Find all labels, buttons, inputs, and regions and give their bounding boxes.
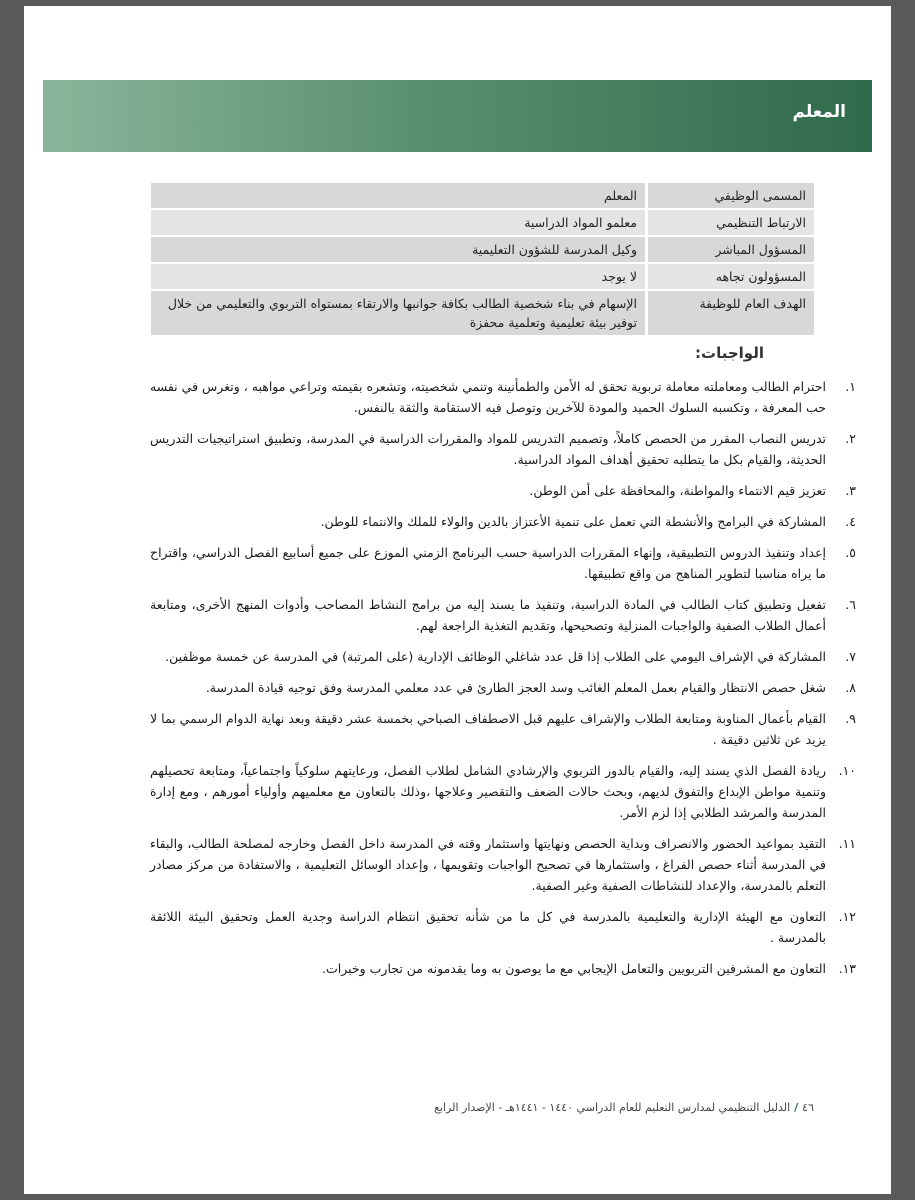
- list-item: [150, 594, 856, 636]
- duty-text: ريادة الفصل الذي يسند إليه، والقيام بالدور التربوي والإرشادي الشامل لطلاب الفصل، ورعايتهم سلوكياً واجتماعياً، ومتابعة تحصيلهم وتنمية مواطن الإبداع والتفوق لديهم، وبحث حالات الضعف والتقصير وعلاجها ،وذلك بالتعاون مع معلميهم وأولياء أمورهم ، ومع إدارة المدرسة والمرشد الطلابي إذا لزم الأمر.: [150, 763, 826, 820]
- duty-text: تدريس النصاب المقرر من الحصص كاملاً، وتصميم التدريس للمواد والمقررات الدراسية في المدرسة، وتطبيق استراتيجيات التدريس الحديثة، والقيام بكل ما يتطلبه تحقيق أهداف المواد الدراسية.: [150, 431, 826, 467]
- page-title: المعلم: [792, 102, 846, 122]
- list-item: [150, 646, 856, 667]
- duty-text: التعاون مع المشرفين التربويين والتعامل الإيجابي مع ما يوصون به وما يقدمونه من تجارب وخبرات.: [322, 961, 826, 976]
- duty-number: ١١.: [838, 836, 856, 851]
- page-number: ٤٦: [802, 1101, 814, 1114]
- duty-number: ٩.: [845, 711, 856, 726]
- duty-number: ٢.: [845, 431, 856, 446]
- duties-heading: الواجبات:: [695, 344, 764, 362]
- duty-number: ٣.: [845, 483, 856, 498]
- footer-text: الدليل التنظيمي لمدارس التعليم للعام الدراسي ١٤٤٠ - ١٤٤١هـ - الإصدار الرابع: [434, 1101, 791, 1114]
- duty-text: التقيد بمواعيد الحضور والانصراف وبداية الحصص ونهايتها واستثمار وقته في المدرسة داخل الفصل وخارجه لمصلحة الطالب، والبقاء في المدرسة أثناء حصص الفراغ ، واستثمارها في تصحيح الواجبات وتقويمها ، وإعداد الوسائل التعليمية ، والاستفادة من مركز مصادر التعلم بالمدرسة، والإعداد للنشاطات الصفية وغير الصفية.: [150, 836, 826, 893]
- document-page: [24, 6, 891, 1194]
- list-item: [150, 958, 856, 979]
- list-item: [150, 906, 856, 948]
- duty-number: ٥.: [845, 545, 856, 560]
- duty-number: ١٣.: [838, 961, 856, 976]
- row-value: معلمو المواد الدراسية: [151, 210, 645, 235]
- table-row: [151, 210, 814, 235]
- list-item: [150, 428, 856, 470]
- row-label: الارتباط التنظيمي: [645, 210, 814, 235]
- row-label: المسمى الوظيفي: [645, 183, 814, 208]
- duty-text: شغل حصص الانتظار والقيام بعمل المعلم الغائب وسد العجز الطارئ في عدد معلمي المدرسة وفق توجيه قيادة المدرسة.: [205, 680, 826, 695]
- duty-text: المشاركة في الإشراف اليومي على الطلاب إذا قل عدد شاغلي الوظائف الإدارية (على المرتبة) في المدرسة عن خمسة موظفين.: [165, 649, 826, 664]
- duty-text: التعاون مع الهيئة الإدارية والتعليمية بالمدرسة في كل ما من شأنه تحقيق انتظام الدراسة وجدية العمل وتحقيق البيئة اللائقة بالمدرسة .: [150, 909, 826, 945]
- header-bar: [43, 80, 872, 152]
- list-item: [150, 511, 856, 532]
- duty-number: ١٠.: [838, 763, 856, 778]
- duty-text: المشاركة في البرامج والأنشطة التي تعمل على تنمية الأعتزاز بالدين والولاء للملك والانتماء للوطن.: [320, 514, 826, 529]
- row-value: الإسهام في بناء شخصية الطالب بكافة جوانبها والارتقاء بمستواه التربوي والتعليمي من خلال توفير بيئة تعليمية وتعلمية محفزة: [151, 291, 645, 335]
- table-row: [151, 237, 814, 262]
- duty-number: ٧.: [845, 649, 856, 664]
- duty-number: ٦.: [845, 597, 856, 612]
- duty-number: ٤.: [845, 514, 856, 529]
- list-item: [150, 760, 856, 823]
- row-value: المعلم: [151, 183, 645, 208]
- duty-number: ١.: [845, 379, 856, 394]
- page-footer: [394, 1101, 814, 1114]
- row-value: وكيل المدرسة للشؤون التعليمية: [151, 237, 645, 262]
- list-item: [150, 376, 856, 418]
- row-label: الهدف العام للوظيفة: [645, 291, 814, 335]
- row-label: المسؤول المباشر: [645, 237, 814, 262]
- duties-list: [150, 376, 856, 989]
- row-value: لا يوجد: [151, 264, 645, 289]
- list-item: [150, 542, 856, 584]
- duty-text: القيام بأعمال المناوبة ومتابعة الطلاب والإشراف عليهم قبل الاصطفاف الصباحي بخمسة عشر دقيقة وبعد نهاية الدوام الرسمي بما لا يزيد عن ثلاثين دقيقة .: [150, 711, 826, 747]
- table-row: [151, 291, 814, 335]
- list-item: [150, 480, 856, 501]
- table-row: [151, 264, 814, 289]
- list-item: [150, 833, 856, 896]
- table-row: [151, 183, 814, 208]
- duty-text: احترام الطالب ومعاملته معاملة تربوية تحقق له الأمن والطمأنينة وتنمي شخصيته، وتشعره بقيمته وتراعي مواهبه ، وتغرس في نفسه حب المعرفة ، وتكسبه السلوك الحميد والمودة للآخرين وتوصل فيه الاستقامة والثقة بالنفس.: [150, 379, 826, 415]
- duty-text: تفعيل وتطبيق كتاب الطالب في المادة الدراسية، وتنفيذ ما يسند إليه من برامج النشاط المصاحب وأدوات المنهج الأخرى، ومتابعة أعمال الطلاب الصفية والواجبات المنزلية وتصحيحها، وتقديم التغذية الراجعة لهم.: [150, 597, 826, 633]
- list-item: [150, 708, 856, 750]
- list-item: [150, 677, 856, 698]
- row-label: المسؤولون تجاهه: [645, 264, 814, 289]
- duty-number: ١٢.: [838, 909, 856, 924]
- duty-number: ٨.: [845, 680, 856, 695]
- duty-text: إعداد وتنفيذ الدروس التطبيقية، وإنهاء المقررات الدراسية حسب البرنامج الزمني الموزع على جميع أسابيع الفصل الدراسي، واقتراح ما يراه مناسبا لتطوير المناهج من واقع تطبيقها.: [150, 545, 826, 581]
- duty-text: تعزيز قيم الانتماء والمواطنة، والمحافظة على أمن الوطن.: [529, 483, 826, 498]
- footer-separator: /: [794, 1101, 799, 1114]
- job-info-table: [151, 181, 814, 337]
